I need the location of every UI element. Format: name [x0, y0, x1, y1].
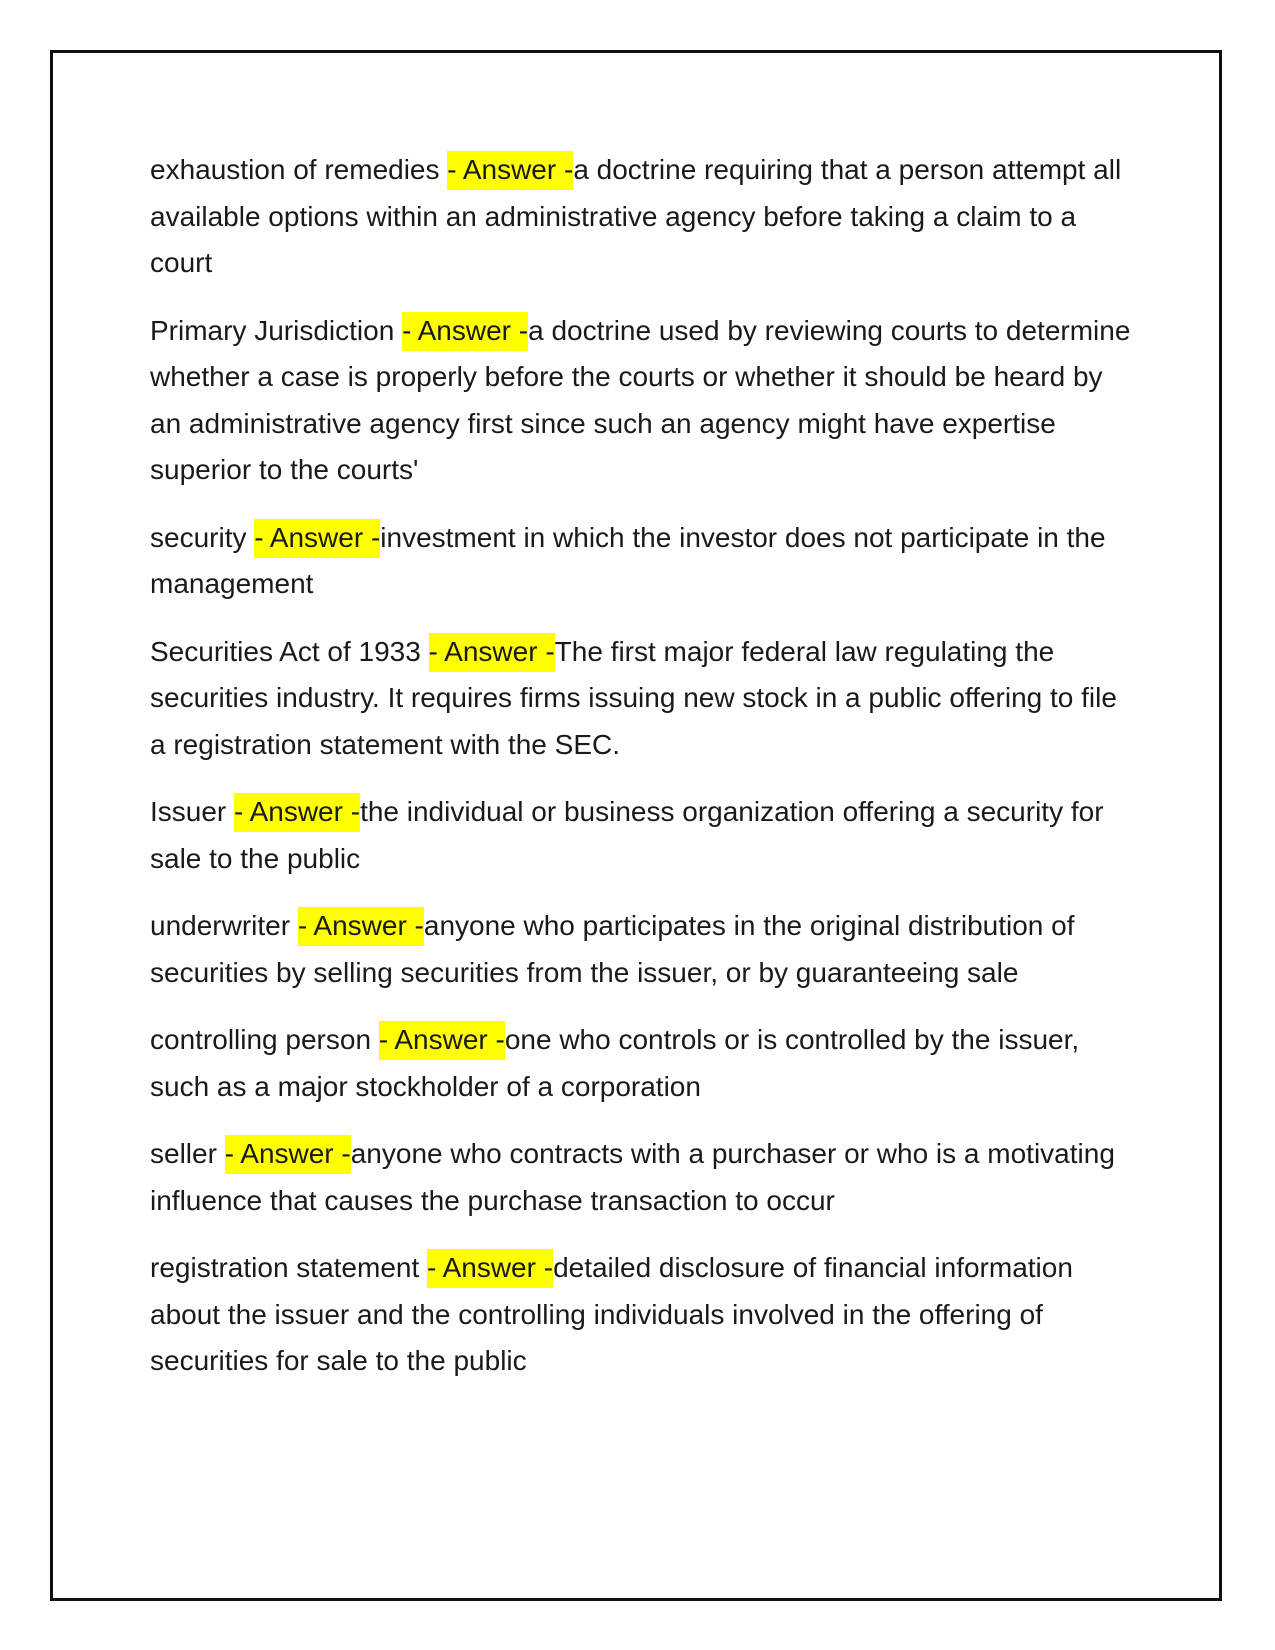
answer-marker: - Answer - — [225, 1135, 351, 1174]
entry-definition: a doctrine requiring that a person attempt all available options within an administrative agency before taking a claim to a court — [150, 154, 1122, 278]
entry-definition: investment in which the investor does not participate in the management — [150, 521, 1106, 599]
entry-definition: one who controls or is controlled by the issuer, such as a major stockholder of a corporation — [150, 1024, 1080, 1102]
entry-definition: a doctrine used by reviewing courts to determine whether a case is properly before the courts or whether it should be heard by an administrative agency first since such an agency might have expertise superior to the courts' — [150, 314, 1131, 485]
entry-definition: anyone who participates in the original distribution of securities by selling securities from the issuer, or by guaranteeing sale — [150, 910, 1075, 988]
flashcard-entry — [150, 1131, 1140, 1224]
flashcard-entry — [150, 1017, 1140, 1110]
answer-marker: - Answer - — [427, 1249, 553, 1288]
entry-definition: anyone who contracts with a purchaser or who is a motivating influence that causes the purchase transaction to occur — [150, 1138, 1115, 1216]
entry-term: registration statement — [150, 1252, 428, 1283]
answer-marker: - Answer - — [447, 151, 573, 190]
entry-term: security — [150, 521, 255, 553]
flashcard-entry — [150, 1245, 1140, 1385]
flashcard-entry — [150, 629, 1140, 769]
entry-term: Primary Jurisdiction — [150, 314, 403, 346]
entry-term: seller — [150, 1138, 225, 1169]
answer-marker: - Answer - — [298, 907, 424, 946]
entry-term: Issuer — [150, 796, 235, 827]
entry-definition: the individual or business organization offering a security for sale to the public — [150, 796, 1104, 874]
entry-term: Securities Act of 1933 — [150, 635, 429, 667]
entry-definition: detailed disclosure of financial information about the issuer and the controlling individuals involved in the offering of securities for sale to the public — [150, 1252, 1073, 1376]
flashcard-entry — [150, 515, 1140, 608]
flashcard-entry — [150, 903, 1140, 996]
flashcard-list — [150, 147, 1140, 1406]
answer-marker: - Answer - — [379, 1021, 505, 1060]
answer-marker: - Answer - — [254, 519, 380, 558]
entry-term: controlling person — [150, 1024, 379, 1055]
entry-term: underwriter — [150, 910, 298, 941]
entry-term: exhaustion of remedies — [150, 154, 448, 185]
flashcard-entry — [150, 308, 1140, 494]
answer-marker: - Answer - — [429, 633, 555, 672]
entry-definition: The first major federal law regulating the securities industry. It requires firms issuing new stock in a public offering to file a registration statement with the SEC. — [150, 635, 1117, 760]
flashcard-entry — [150, 147, 1140, 287]
answer-marker: - Answer - — [402, 312, 528, 351]
answer-marker: - Answer - — [234, 793, 360, 832]
flashcard-entry — [150, 789, 1140, 882]
